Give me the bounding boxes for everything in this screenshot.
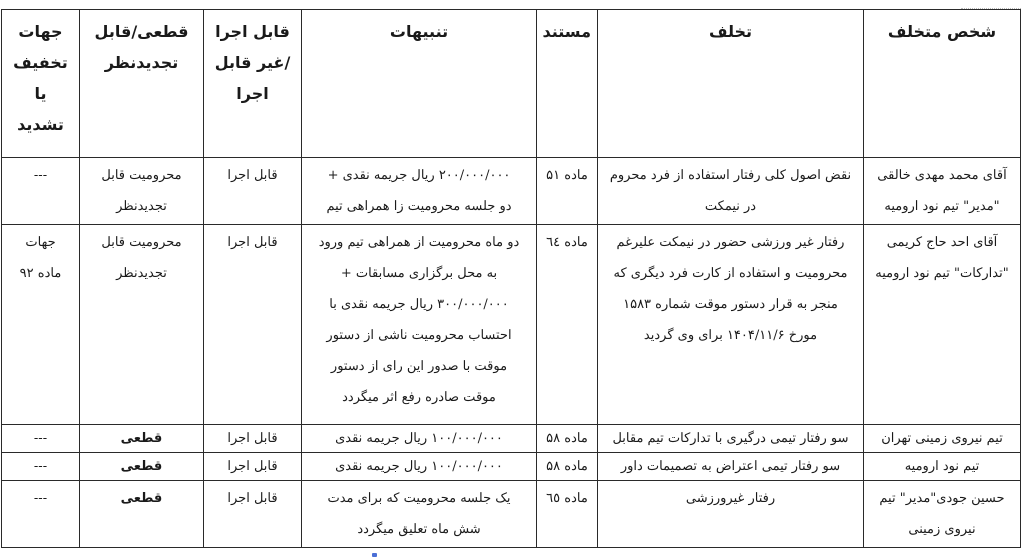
stamp-mark	[372, 553, 377, 557]
cell-penalties: یک جلسه محرومیت که برای مدت شش ماه تعلیق میگردد	[302, 481, 537, 548]
cell-violation: سو رفتار تیمی درگیری با تدارکات تیم مقابل	[598, 425, 864, 453]
table-row	[2, 481, 1021, 548]
cell-violation: رفتار غیر ورزشی حضور در نیمکت علیرغم محرومیت و استفاده از کارت فرد دیگری که منجر به قرار دستور موقت شماره ۱۵۸۳ مورخ ۱۴۰۴/۱۱/۶ برای وی گردید	[598, 225, 864, 425]
cell-violation: نقض اصول کلی رفتار استفاده از فرد محروم در نیمکت	[598, 158, 864, 225]
header-offender: شخص متخلف	[864, 10, 1021, 158]
table-header-row	[2, 10, 1021, 158]
cell-penalties: دو ماه محرومیت از همراهی تیم ورود به محل برگزاری مسابقات + ۳۰۰/۰۰۰/۰۰۰ ریال جریمه نقدی با احتساب محرومیت ناشی از دستور موقت با صدور این رای از دستور موقت صادره رفع اثر میگردد	[302, 225, 537, 425]
header-enforceable: قابل اجرا /غیر قابل اجرا	[204, 10, 302, 158]
cell-basis: ماده ٦٥	[537, 481, 598, 548]
table-row	[2, 158, 1021, 225]
cell-enforceable: قابل اجرا	[204, 158, 302, 225]
cell-mitigation: ---	[2, 158, 80, 225]
cell-penalties: ۱۰۰/۰۰۰/۰۰۰ ریال جریمه نقدی	[302, 425, 537, 453]
cell-enforceable: قابل اجرا	[204, 453, 302, 481]
header-basis: مستند	[537, 10, 598, 158]
table-row	[2, 225, 1021, 425]
cell-mitigation: ---	[2, 425, 80, 453]
header-mitigation: جهات تخفیف یا تشدید	[2, 10, 80, 158]
cell-enforceable: قابل اجرا	[204, 481, 302, 548]
cell-penalties: ۲۰۰/۰۰۰/۰۰۰ ریال جریمه نقدی + دو جلسه محرومیت زا همراهی تیم	[302, 158, 537, 225]
header-final-appealable: قطعی/قابل تجدیدنظر	[80, 10, 204, 158]
cell-violation: سو رفتار تیمی اعتراض به تصمیمات داور	[598, 453, 864, 481]
cell-enforceable: قابل اجرا	[204, 425, 302, 453]
cell-offender: آقای احد حاج کریمی "تدارکات" تیم نود ارومیه	[864, 225, 1021, 425]
table-row	[2, 425, 1021, 453]
cell-basis: ماده ۵۸	[537, 453, 598, 481]
cell-final-appealable: قطعی	[80, 425, 204, 453]
cell-final-appealable: قطعی	[80, 453, 204, 481]
cell-basis: ماده ۵۸	[537, 425, 598, 453]
cell-offender: حسین جودی"مدیر" تیم نیروی زمینی	[864, 481, 1021, 548]
cell-mitigation: ---	[2, 453, 80, 481]
cell-basis: ماده ۵۱	[537, 158, 598, 225]
cell-violation: رفتار غیرورزشی	[598, 481, 864, 548]
cell-mitigation: ---	[2, 481, 80, 548]
table-row	[2, 453, 1021, 481]
cell-final-appealable: محرومیت قابل تجدیدنظر	[80, 158, 204, 225]
cell-penalties: ۱۰۰/۰۰۰/۰۰۰ ریال جریمه نقدی	[302, 453, 537, 481]
top-cropped-text-fragment	[961, 0, 1021, 9]
cell-offender: تیم نود ارومیه	[864, 453, 1021, 481]
cell-basis: ماده ٦٤	[537, 225, 598, 425]
cell-final-appealable: قطعی	[80, 481, 204, 548]
header-violation: تخلف	[598, 10, 864, 158]
cell-final-appealable: محرومیت قابل تجدیدنظر	[80, 225, 204, 425]
disciplinary-ruling-table	[1, 9, 1021, 548]
cell-mitigation: جهات ماده ۹۲	[2, 225, 80, 425]
cell-enforceable: قابل اجرا	[204, 225, 302, 425]
cell-offender: آقای محمد مهدی خالقی "مدیر" تیم نود ارومیه	[864, 158, 1021, 225]
header-penalties: تنبیهات	[302, 10, 537, 158]
cell-offender: تیم نیروی زمینی تهران	[864, 425, 1021, 453]
